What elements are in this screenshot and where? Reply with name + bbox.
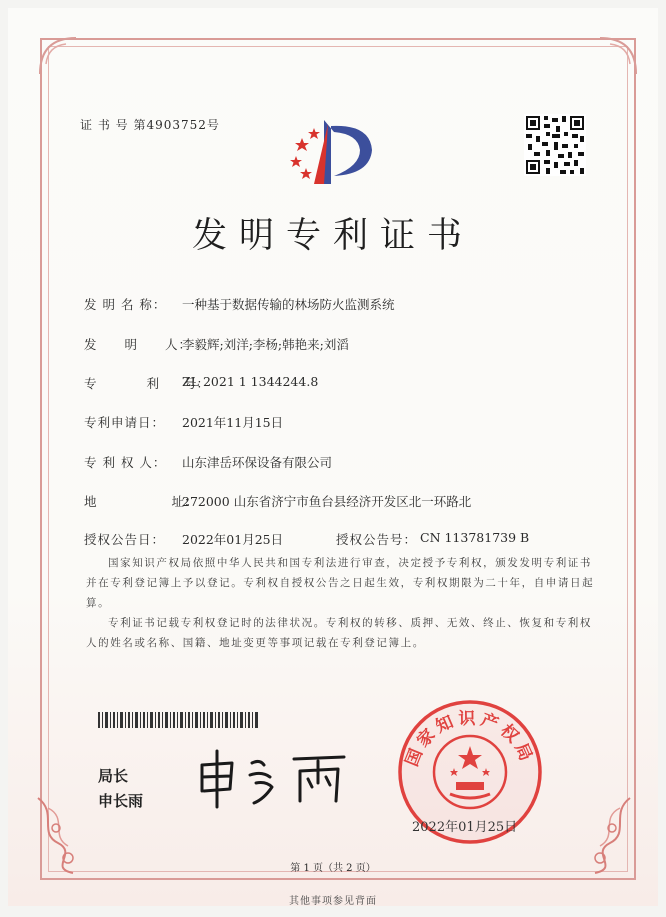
inventors: 李毅辉;刘洋;李杨;韩艳来;刘滔: [182, 337, 349, 352]
statement-paragraph-1: 国家知识产权局依照中华人民共和国专利法进行审查，决定授予专利权，颁发发明专利证书并在专利登记簿上予以登记。专利权自授权公告之日起生效，专利权期限为二十年，自申请日起算。: [86, 557, 595, 609]
director-name: 申长雨: [98, 792, 144, 810]
corner-ornament-top-left: [36, 34, 96, 94]
page-number: 第 1 页（共 2 页）: [290, 863, 376, 874]
seal-text: 国家知识产权局: [402, 708, 538, 770]
patentee: 山东津岳环保设备有限公司: [182, 455, 333, 470]
grant-number-label: 授权公告号：: [336, 532, 418, 547]
address: 272000 山东省济宁市鱼台县经济开发区北一环路北: [182, 494, 472, 509]
grant-date: 2022年01月25日: [182, 532, 284, 547]
corner-ornament-top-right: [580, 34, 640, 94]
inventor-label: 发 明 人：: [84, 337, 193, 352]
director-title: 局长: [98, 767, 129, 785]
barcode-icon: [98, 712, 258, 728]
certificate-sheet: [8, 8, 658, 906]
seal-date: 2022年01月25日: [412, 820, 518, 835]
footer-note: 其他事项参见背面: [289, 896, 377, 907]
cnipa-logo-icon: [284, 116, 384, 188]
invention-name: 一种基于数据传输的林场防火监测系统: [182, 297, 395, 312]
patent-number-label: 专 利 号：: [84, 376, 210, 391]
statement-paragraph-2: 专利证书记载专利权登记时的法律状况。专利权的转移、质押、无效、终止、恢复和专利权人的姓名或名称、国籍、地址变更等事项记载在专利登记簿上。: [86, 617, 592, 649]
handwritten-signature: [194, 743, 374, 813]
certificate-title: 发明专利证书: [191, 216, 474, 256]
invention-name-label: 发 明 名 称：: [84, 297, 167, 312]
qr-code-icon: [524, 114, 586, 176]
address-label: 地 址：: [84, 494, 197, 509]
certificate-number: 证 书 号 第4903752号: [80, 118, 220, 132]
patentee-label: 专 利 权 人：: [84, 455, 167, 470]
filing-date: 2021年11月15日: [182, 415, 284, 430]
patent-number: ZL 2021 1 1344244.8: [182, 374, 319, 389]
grant-date-label: 授权公告日：: [84, 532, 166, 547]
filing-date-label: 专利申请日：: [84, 415, 166, 430]
grant-number: CN 113781739 B: [420, 530, 530, 545]
